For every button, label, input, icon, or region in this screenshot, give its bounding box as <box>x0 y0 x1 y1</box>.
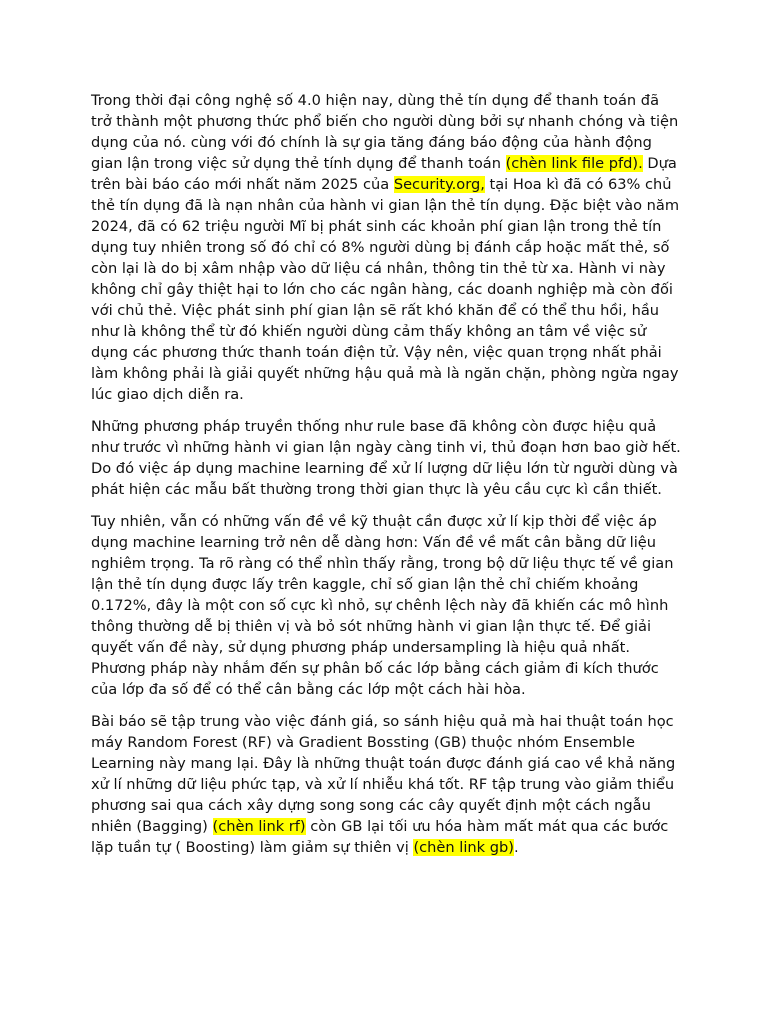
text-span: tại Hoa kì đã có 63% chủ thẻ tín dụng đã là nạn nhân của hành vi gian lận thẻ tín dụng. Đặc biệt vào năm 2024, đã có 62 triệu người Mĩ bị phát sinh các khoản phí gian lận trong thẻ tín dụng tuy nhiên trong số đó chỉ có 8% người dùng bị đánh cắp hoặc mất thẻ, số còn lại là do bị xâm nhập vào dữ liệu cá nhân, thông tin thẻ từ xa. Hành vi này không chỉ gây thiệt hại to lớn cho các ngân hàng, các doanh nghiệp mà còn đối với chủ thẻ. Việc phát sinh phí gian lận sẽ rất khó khăn để có thể thu hồi, hầu như là không thể từ đó khiến người dùng cảm thấy không an tâm về việc sử dụng các phương thức thanh toán điện tử. Vậy nên, việc quan trọng nhất phải làm không phải là giải quyết những hậu quả mà là ngăn chặn, phòng ngừa ngay lúc giao dịch diễn ra. <box>91 176 680 403</box>
highlight-security-org: Security.org, <box>393 176 485 193</box>
paragraph-imbalance <box>91 511 681 700</box>
text-span: Tuy nhiên, vẫn có những vấn đề về kỹ thuật cần được xử lí kịp thời để việc áp dụng machine learning trở nên dễ dàng hơn: Vấn đề về mất cân bằng dữ liệu nghiêm trọng. Ta rõ ràng có thể nhìn thấy rằng, trong bộ dữ liệu thực tế về gian lận thẻ tín dụng được lấy trên kaggle, chỉ số gian lận thẻ chỉ chiếm khoảng 0.172%, đây là một con số cực kì nhỏ, sự chênh lệch này đã khiến các mô hình thông thường dễ bị thiên vị và bỏ sót những hành vi gian lận thực tế. Để giải quyết vấn đề này, sử dụng phương pháp undersampling là hiệu quả nhất. Phương pháp này nhắm đến sự phân bố các lớp bằng cách giảm đi kích thước của lớp đa số để có thể cân bằng các lớp một cách hài hòa. <box>91 513 674 698</box>
document-page <box>91 90 681 869</box>
paragraph-rf-gb <box>91 711 681 858</box>
text-span: Những phương pháp truyền thống như rule base đã không còn được hiệu quả như trước vì những hành vi gian lận ngày càng tinh vi, thủ đoạn hơn bao giờ hết. Do đó việc áp dụng machine learning để xử lí lượng dữ liệu lớn từ người dùng và phát hiện các mẫu bất thường trong thời gian thực là yêu cầu cực kì cần thiết. <box>91 418 681 498</box>
text-span: còn GB lại tối ưu hóa hàm mất mát qua các bước lặp tuần tự ( Boosting) làm giảm sự thiên vị <box>91 818 669 856</box>
text-span: Dựa trên bài báo cáo mới nhất năm 2025 của <box>91 155 677 193</box>
paragraph-intro <box>91 90 681 405</box>
highlight-note-link-gb: (chèn link gb) <box>413 839 514 856</box>
paragraph-traditional-methods <box>91 416 681 500</box>
text-span: Bài báo sẽ tập trung vào việc đánh giá, so sánh hiệu quả mà hai thuật toán học máy Random Forest (RF) và Gradient Bossting (GB) thuộc nhóm Ensemble Learning này mang lại. Đây là những thuật toán được đánh giá cao về khả năng xử lí những dữ liệu phức tạp, và xử lí nhiễu khá tốt. RF tập trung vào giảm thiểu phương sai qua cách xây dựng song song các cây quyết định một cách ngẫu nhiên (Bagging) <box>91 713 676 835</box>
highlight-note-link-pdf: (chèn link file pfd). <box>505 155 643 172</box>
text-span: Trong thời đại công nghệ số 4.0 hiện nay, dùng thẻ tín dụng để thanh toán đã trở thành một phương thức phổ biến cho người dùng bởi sự nhanh chóng và tiện dụng của nó. cùng với đó chính là sự gia tăng đáng báo động của hành động gian lận trong việc sử dụng thẻ tính dụng để thanh toán <box>91 92 679 172</box>
highlight-note-link-rf: (chèn link rf) <box>212 818 306 835</box>
text-span: . <box>513 839 519 856</box>
